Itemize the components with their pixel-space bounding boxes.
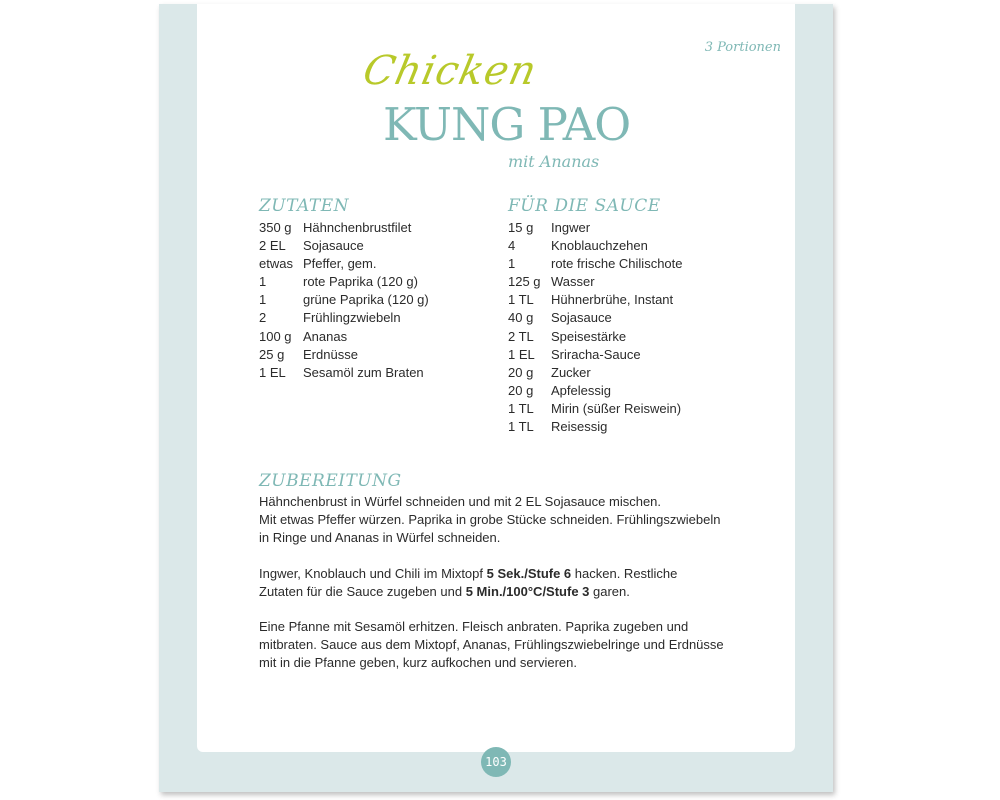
ingredient-name: Sesamöl zum Braten: [303, 364, 424, 380]
step-1-line-1: Hähnchenbrust in Würfel schneiden und mit 2 EL Sojasauce mischen.: [259, 494, 662, 509]
preparation-heading: ZUBEREITUNG: [259, 471, 402, 491]
ingredient-amount: etwas: [259, 256, 293, 272]
step-3-line-2: mitbraten. Sauce aus dem Mixtopf, Ananas, Frühlingszwiebelringe und Erdnüsse: [259, 637, 724, 653]
ingredient-amount: 1: [508, 256, 516, 272]
ingredient-name: Hähnchenbrustfilet: [303, 220, 412, 235]
preparation-step-1: [259, 493, 739, 547]
sauce-list: [508, 219, 683, 436]
list-item: [508, 309, 683, 327]
list-item: [508, 418, 683, 436]
step-1-line-2: Mit etwas Pfeffer würzen. Paprika in grobe Stücke schneiden. Frühlingszwiebeln: [259, 511, 721, 527]
ingredient-name: Ingwer: [551, 220, 591, 235]
ingredient-amount: 125 g: [508, 274, 541, 290]
ingredient-name: grüne Paprika (120 g): [303, 292, 429, 308]
list-item: [508, 364, 683, 382]
ingredient-name: Sojasauce: [303, 238, 364, 254]
list-item: [508, 346, 683, 364]
ingredient-name: Sriracha-Sauce: [551, 346, 641, 362]
ingredient-amount: 100 g: [259, 328, 292, 344]
list-item: [508, 273, 683, 291]
list-item: [259, 364, 429, 382]
list-item: [508, 400, 683, 418]
step-2-text-1: Ingwer, Knoblauch und Chili im Mixtopf: [259, 565, 487, 581]
ingredients-heading: ZUTATEN: [259, 196, 350, 216]
ingredient-name: Reisessig: [551, 419, 608, 435]
ingredient-amount: 15 g: [508, 220, 534, 235]
ingredient-amount: 2: [259, 310, 267, 326]
list-item: [508, 291, 683, 309]
ingredient-amount: 20 g: [508, 382, 534, 398]
ingredient-name: Frühlingzwiebeln: [303, 310, 401, 326]
step-1-line-3: in Ringe und Ananas in Würfel schneiden.: [259, 529, 501, 545]
page-title: KUNG PAO: [383, 98, 631, 151]
ingredient-name: Speisestärke: [551, 328, 627, 344]
ingredient-amount: 1 EL: [508, 346, 535, 362]
step-3-line-1: Eine Pfanne mit Sesamöl erhitzen. Fleisch anbraten. Paprika zugeben und: [259, 619, 689, 635]
ingredient-amount: 4: [508, 238, 516, 254]
ingredient-name: Apfelessig: [551, 382, 611, 398]
ingredient-amount: 2 EL: [259, 238, 286, 254]
ingredient-amount: 1: [259, 292, 267, 308]
portions-label: 3 Portionen: [704, 40, 781, 55]
list-item: [508, 255, 683, 273]
ingredient-amount: 1: [259, 274, 267, 290]
title-script: Chicken: [359, 48, 542, 94]
page-number: 103: [481, 747, 511, 777]
title-subtitle: mit Ananas: [508, 152, 600, 171]
ingredient-name: rote Paprika (120 g): [303, 274, 418, 290]
step-3-line-3: mit in die Pfanne geben, kurz aufkochen und servieren.: [259, 655, 577, 671]
list-item: [259, 328, 429, 346]
step-2-text-2: hacken. Restliche: [571, 565, 678, 581]
ingredient-name: Pfeffer, gem.: [303, 256, 377, 272]
ingredient-amount: 2 TL: [508, 328, 534, 344]
list-item: [508, 328, 683, 346]
ingredient-name: Hühnerbrühe, Instant: [551, 292, 674, 308]
ingredient-name: Wasser: [551, 274, 595, 290]
ingredient-amount: 350 g: [259, 220, 292, 235]
ingredient-amount: 1 TL: [508, 292, 534, 308]
preparation-step-2: [259, 565, 739, 601]
ingredient-name: Sojasauce: [551, 310, 612, 326]
list-item: [259, 273, 429, 291]
ingredient-amount: 1 EL: [259, 364, 286, 380]
ingredient-amount: 20 g: [508, 364, 534, 380]
ingredient-amount: 40 g: [508, 310, 534, 326]
ingredient-name: Erdnüsse: [303, 346, 358, 362]
step-2-setting-2: 5 Min./100°C/Stufe 3: [465, 583, 590, 599]
sauce-heading: FÜR DIE SAUCE: [508, 196, 661, 216]
list-item: [259, 309, 429, 327]
list-item: [508, 237, 683, 255]
preparation-text: [259, 493, 739, 690]
list-item: [259, 219, 429, 237]
preparation-step-3: [259, 618, 739, 672]
ingredient-name: rote frische Chilischote: [551, 256, 683, 272]
step-2-text-4: garen.: [589, 583, 630, 599]
step-2-setting-1: 5 Sek./Stufe 6: [486, 565, 572, 581]
ingredient-amount: 1 TL: [508, 400, 534, 416]
list-item: [508, 219, 683, 237]
ingredient-name: Zucker: [551, 364, 591, 380]
ingredient-amount: 1 TL: [508, 419, 534, 435]
list-item: [508, 382, 683, 400]
list-item: [259, 255, 429, 273]
ingredient-name: Ananas: [303, 328, 348, 344]
ingredient-name: Knoblauchzehen: [551, 238, 648, 254]
list-item: [259, 346, 429, 364]
list-item: [259, 237, 429, 255]
ingredients-list: [259, 219, 429, 382]
ingredient-amount: 25 g: [259, 346, 285, 362]
ingredient-name: Mirin (süßer Reiswein): [551, 400, 682, 416]
list-item: [259, 291, 429, 309]
step-2-text-3: Zutaten für die Sauce zugeben und: [259, 583, 466, 599]
